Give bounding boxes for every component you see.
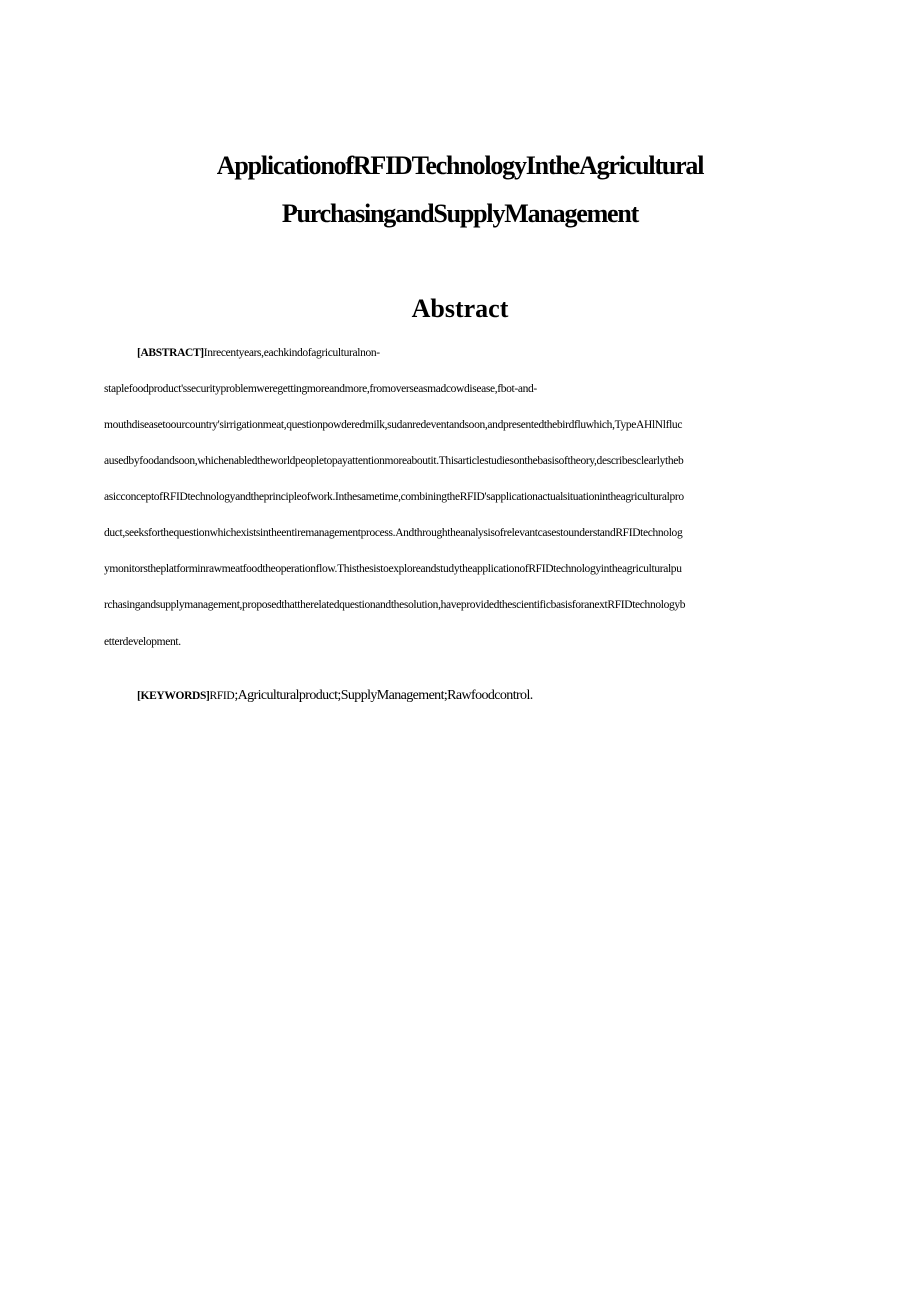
abstract-paragraph-line: duct,seeksforthequestionwhichexistsintheentiremanagementprocess.AndthroughtheanalysisofrelevantcasestounderstandRFIDtechnolog bbox=[104, 527, 683, 539]
keywords-label: [KEYWORDS] bbox=[137, 690, 210, 702]
abstract-paragraph-line: mouthdiseasetoourcountry'sirrigationmeat,questionpowderedmilk,sudanredeventandsoon,andpresentedthebirdfluwhich,TypeAHlNlfluc bbox=[104, 419, 683, 431]
keywords-line bbox=[137, 686, 533, 705]
title-line-2: PurchasingandSupplyManagement bbox=[281, 199, 639, 228]
keyword-rfid: RFID bbox=[209, 690, 235, 702]
abstract-paragraph-line: rchasingandsupplymanagement,proposedthattherelatedquestionandthesolution,haveprovidedthescientificbasisforanextRFIDtechnologyb bbox=[104, 599, 686, 611]
abstract-paragraph-line: staplefoodproduct'ssecurityproblemweregettingmoreandmore,fromoverseasmadcowdisease,fbot-and- bbox=[104, 383, 537, 395]
abstract-paragraph-line: etterdevelopment. bbox=[104, 636, 181, 648]
title-line-1: ApplicationofRFIDTechnologyIntheAgricultural bbox=[216, 151, 704, 180]
abstract-text: Inrecentyears,eachkindofagriculturalnon- bbox=[203, 347, 380, 359]
abstract-label: [ABSTRACT] bbox=[137, 347, 204, 359]
abstract-paragraph-line: ymonitorstheplatforminrawmeatfoodtheoperationflow.ThisthesistoexploreandstudytheapplicationofRFIDtechnologyintheagriculturalpu bbox=[104, 563, 682, 575]
abstract-paragraph-line: ausedbyfoodandsoon,whichenabledtheworldpeopletopayattentionmoreaboutit.Thisarticlestudiesonthebasisoftheory,describesclearlytheb bbox=[104, 455, 684, 467]
keywords-list: ;Agriculturalproduct;SupplyManagement;Rawfoodcontrol. bbox=[234, 688, 533, 703]
abstract-paragraph-line: asicconceptofRFIDtechnologyandtheprincipleofwork.Inthesametime,combiningtheRFID'sapplicationactualsituationintheagriculturalpro bbox=[104, 491, 684, 503]
abstract-paragraph-line bbox=[137, 345, 380, 361]
abstract-heading: Abstract bbox=[411, 294, 509, 323]
